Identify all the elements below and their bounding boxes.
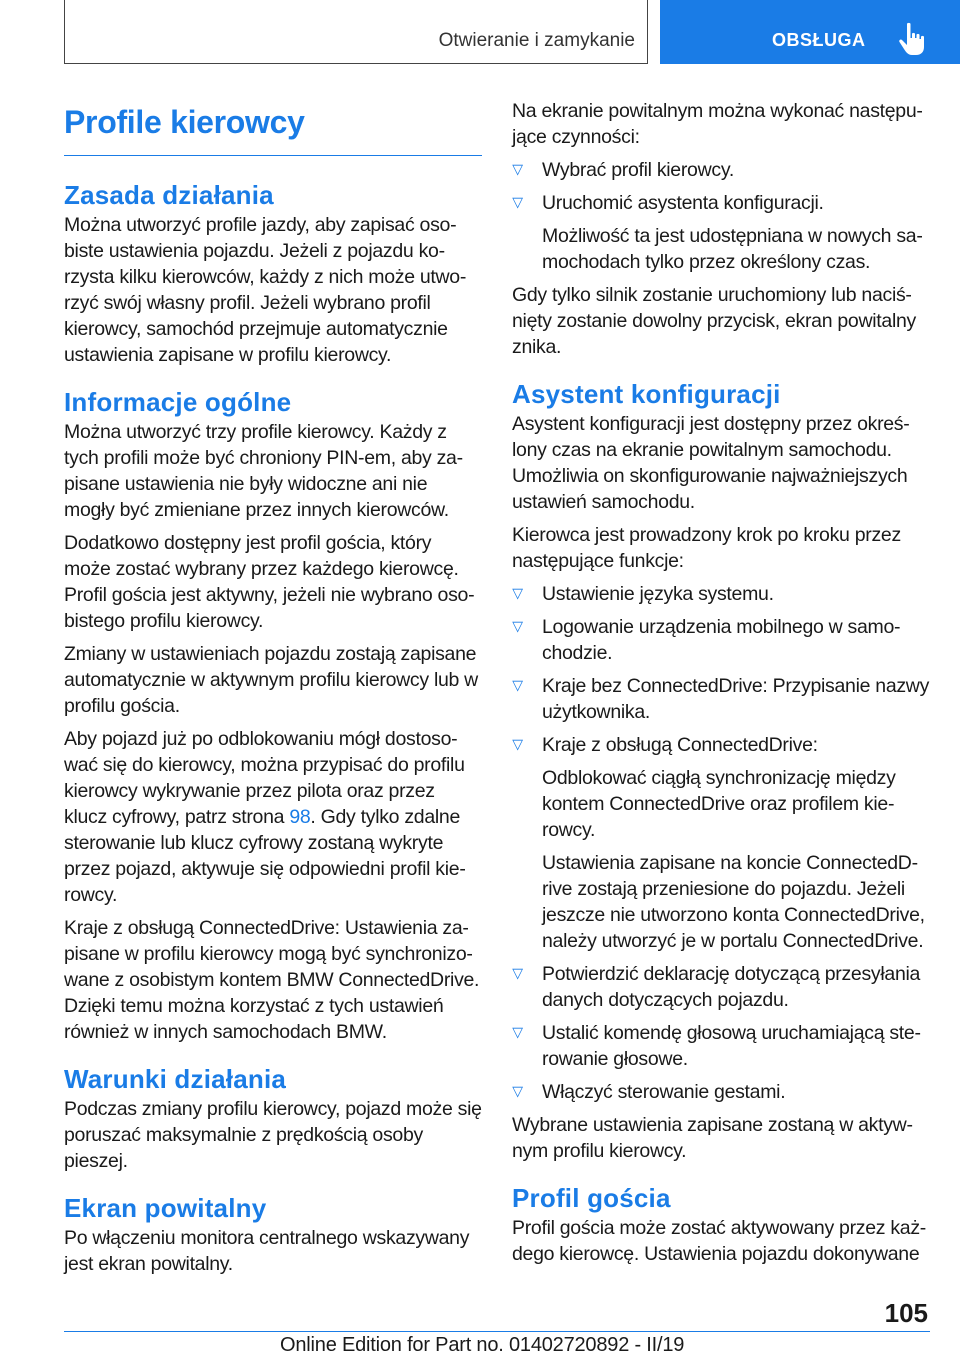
list-item-detail: Możliwość ta jest udostępniana w nowych samochodach tylko przez określony czas. — [542, 225, 923, 273]
list-item: ▷ Ustawienie języka systemu. — [512, 581, 932, 607]
footer-divider — [64, 1331, 930, 1332]
list-item-detail: Ustawienia zapisane na koncie ConnectedDrive zostają przeniesione do pojazdu. Jeżeli jeszcze nie utworzono konta ConnectedDrive, należy utworzyć je w portalu ConnectedDrive. — [542, 852, 925, 952]
paragraph: Dodatkowo dostępny jest profil gościa, który może zostać wybrany przez każdego kierowcę. Profil gościa jest aktywny, jeżeli nie wybrano osobistego profilu kierowcy. — [64, 532, 475, 632]
heading-ekran-powitalny: Ekran powitalny — [64, 1193, 267, 1223]
header-chapter-box — [64, 0, 648, 64]
chapter-title: Otwieranie i zamykanie — [438, 30, 635, 51]
list-item: ▷ Ustalić komendę głosową uruchamiającą sterowanie głosowe. — [512, 1020, 932, 1072]
list-item-detail: Odblokować ciągłą synchronizację między kontem ConnectedDrive oraz profilem kierowcy. — [542, 767, 896, 841]
hand-pointer-icon — [898, 22, 928, 56]
paragraph: Podczas zmiany profilu kierowcy, pojazd może się poruszać maksymalnie z prędkością osoby pieszej. — [64, 1098, 482, 1172]
paragraph: Gdy tylko silnik zostanie uruchomiony lub naciśnięty zostanie dowolny przycisk, ekran powitalny znika. — [512, 284, 916, 358]
page-number: 105 — [884, 1298, 928, 1328]
paragraph-text: . Gdy tylko zdalne sterowanie lub klucz cyfrowy zostaną wykryte przez pojazd, aktywuje się odpowiedni profil kierowcy. — [64, 806, 466, 906]
heading-zasada-dzialania: Zasada działania — [64, 180, 274, 210]
paragraph: Można utworzyć trzy profile kierowcy. Każdy z tych profili może być chroniony PIN-em, aby zapisane ustawienia nie były widoczne ani nie mogły być zmieniane przez innych kierowców. — [64, 421, 464, 521]
heading-asystent-konfiguracji: Asystent konfiguracji — [512, 379, 781, 409]
paragraph: Można utworzyć profile jazdy, aby zapisać osobiste ustawienia pojazdu. Jeżeli z pojazdu korzysta kilku kierowców, każdy z nich może utworzyć swój własny profil. Jeżeli wybrano profil kierowcy, samochód przejmuje automatycznie ustawienia zapisane w profilu kierowcy. — [64, 214, 467, 366]
heading-informacje-ogolne: Informacje ogólne — [64, 387, 292, 417]
heading-profil-goscia: Profil gościa — [512, 1183, 671, 1213]
list-item: ▷ Uruchomić asystenta konfiguracji. — [512, 190, 932, 216]
paragraph: Asystent konfiguracji jest dostępny przez określony czas na ekranie powitalnym samochodu. Umożliwia on skonfigurowanie najważniejszych ustawień samochodu. — [512, 413, 910, 513]
paragraph: Kierowca jest prowadzony krok po kroku przez następujące funkcje: — [512, 524, 901, 572]
right-column — [512, 98, 932, 1274]
paragraph: Profil gościa może zostać aktywowany przez każdego kierowcę. Ustawienia pojazdu dokonywane — [512, 1217, 927, 1265]
paragraph: Na ekranie powitalnym można wykonać następujące czynności: — [512, 100, 923, 148]
list-item: ▷ Włączyć sterowanie gestami. — [512, 1079, 932, 1105]
list-item: ▷ Kraje bez ConnectedDrive: Przypisanie nazwy użytkownika. — [512, 673, 932, 725]
list-item: ▷ Kraje z obsługą ConnectedDrive: — [512, 732, 932, 758]
paragraph: Zmiany w ustawieniach pojazdu zostają zapisane automatycznie w aktywnym profilu kierowcy lub w profilu gościa. — [64, 643, 478, 717]
footer-edition: Online Edition for Part no. 01402720892 - II/19 — [280, 1334, 685, 1356]
section-tab[interactable] — [660, 0, 960, 64]
page-title: Profile kierowcy — [64, 100, 482, 156]
paragraph: Kraje z obsługą ConnectedDrive: Ustawienia zapisane w profilu kierowcy mogą być synchronizowane z osobistym kontem BMW ConnectedDrive. Dzięki temu można korzystać z tych ustawień również w innych samochodach BMW. — [64, 917, 480, 1043]
paragraph: Wybrane ustawienia zapisane zostaną w aktywnym profilu kierowcy. — [512, 1114, 913, 1162]
left-column — [64, 100, 482, 1284]
list-item: ▷ Wybrać profil kierowcy. — [512, 157, 932, 183]
page-reference-link[interactable]: 98 — [289, 806, 311, 828]
paragraph: Po włączeniu monitora centralnego wskazywany jest ekran powitalny. — [64, 1227, 470, 1275]
list-item: ▷ Potwierdzić deklarację dotyczącą przesyłania danych dotyczących pojazdu. — [512, 961, 932, 1013]
paragraph-with-link — [64, 726, 482, 908]
paragraph-text: Aby pojazd już po odblokowaniu mógł dostosować się do kierowcy, można przypisać do profilu kierowcy wykrywanie przez pilota oraz przez klucz cyfrowy, patrz strona — [64, 728, 465, 828]
heading-warunki-dzialania: Warunki działania — [64, 1064, 287, 1094]
section-tab-label: OBSŁUGA — [772, 30, 866, 50]
list-item: ▷ Logowanie urządzenia mobilnego w samochodzie. — [512, 614, 932, 666]
